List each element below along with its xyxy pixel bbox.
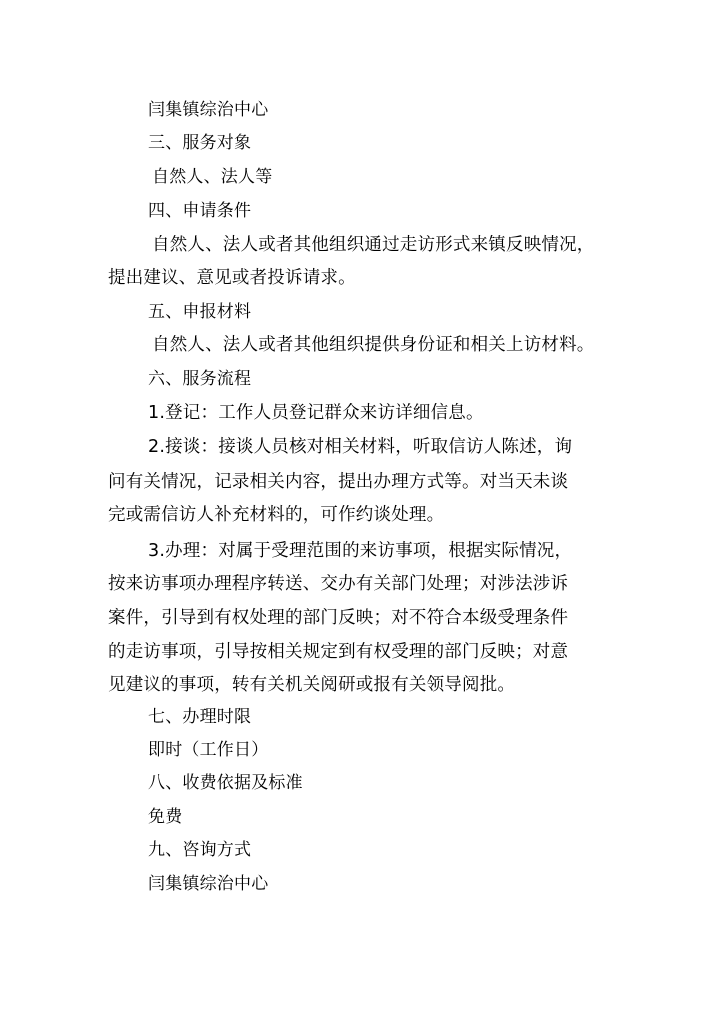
process-step-handle-line-3: 案件，引导到有权处理的部门反映；对不符合本级受理条件	[108, 608, 569, 628]
heading-unit-name: 闫集镇综治中心	[148, 100, 269, 120]
time-limit-text: 即时（工作日）	[148, 740, 269, 760]
section-heading-consultation: 九、咨询方式	[148, 840, 252, 860]
process-step-interview-line-3: 完或需信访人补充材料的，可作约谈处理。	[108, 505, 445, 525]
service-target-text: 自然人、法人等	[152, 167, 273, 187]
process-step-interview-line-1: 2.接谈：接谈人员核对相关材料，听取信访人陈述，询	[148, 437, 573, 457]
process-step-handle-line-5: 见建议的事项，转有关机关阅研或报有关领导阅批。	[108, 675, 516, 695]
conditions-text-line-2: 提出建议、意见或者投诉请求。	[108, 268, 356, 288]
section-heading-materials: 五、申报材料	[148, 302, 252, 322]
section-heading-fees: 八、收费依据及标准	[148, 773, 303, 793]
conditions-text-line-1: 自然人、法人或者其他组织通过走访形式来镇反映情况，	[152, 235, 595, 255]
fees-text: 免费	[148, 807, 183, 827]
consultation-text: 闫集镇综治中心	[148, 874, 269, 894]
process-step-handle-line-2: 按来访事项办理程序转送、交办有关部门处理；对涉法涉诉	[108, 574, 569, 594]
materials-text: 自然人、法人或者其他组织提供身份证和相关上访材料。	[152, 335, 595, 355]
section-heading-conditions: 四、申请条件	[148, 201, 252, 221]
process-step-handle-line-1: 3.办理：对属于受理范围的来访事项，根据实际情况，	[148, 541, 573, 561]
section-heading-process: 六、服务流程	[148, 369, 252, 389]
process-step-handle-line-4: 的走访事项，引导按相关规定到有权受理的部门反映；对意	[108, 642, 569, 662]
section-heading-time-limit: 七、办理时限	[148, 707, 252, 727]
process-step-interview-line-2: 问有关情况，记录相关内容，提出办理方式等。对当天未谈	[108, 472, 569, 492]
process-step-register: 1.登记：工作人员登记群众来访详细信息。	[148, 403, 484, 423]
section-heading-service-target: 三、服务对象	[148, 133, 252, 153]
